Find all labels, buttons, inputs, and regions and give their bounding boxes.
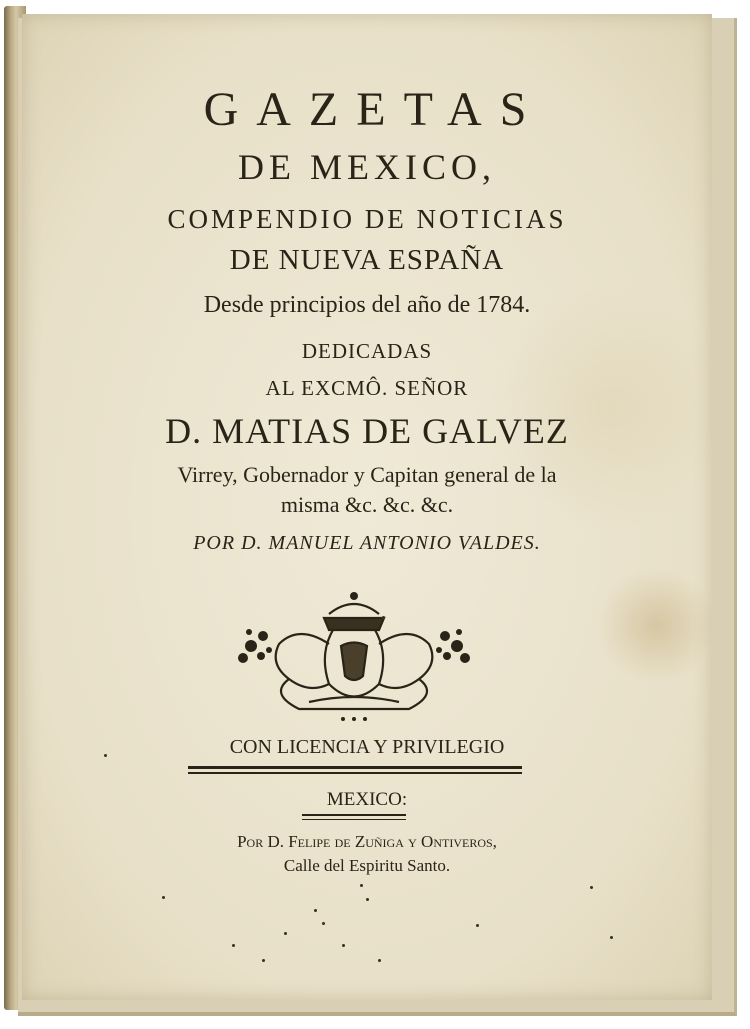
author-line: POR D. MANUEL ANTONIO VALDES. [193,532,541,554]
dedication-line: AL EXCMÔ. SEÑOR [265,376,469,400]
subtitle-compendio: COMPENDIO DE NOTICIAS [167,204,567,234]
title-de-mexico: DE MEXICO, [238,147,496,187]
dedicatee-title-1: Virrey, Gobernador y Capitan general de la [177,462,557,487]
short-rule-top [302,814,406,816]
dedicatee-name: D. MATIAS DE GALVEZ [165,411,569,451]
double-rule-bottom [188,772,522,774]
title-page [22,14,712,1000]
book [4,6,736,1016]
title-gazetas: GAZETAS [203,83,545,136]
city-line: MEXICO: [326,789,408,810]
printer-line: Por D. Felipe de Zuñiga y Ontiveros, [237,832,497,851]
dedication-heading: DEDICADAS [301,339,433,363]
short-rule-bottom [302,819,406,820]
crowned-cartouche-icon [229,584,479,724]
date-line: Desde principios del año de 1784. [203,292,531,318]
dedicatee-title-2: misma &c. &c. &c. [280,492,454,517]
address-line: Calle del Espiritu Santo. [283,856,451,875]
double-rule-top [188,766,522,769]
subtitle-nueva-espana: DE NUEVA ESPAÑA [229,244,505,276]
license-line: CON LICENCIA Y PRIVILEGIO [229,736,505,758]
